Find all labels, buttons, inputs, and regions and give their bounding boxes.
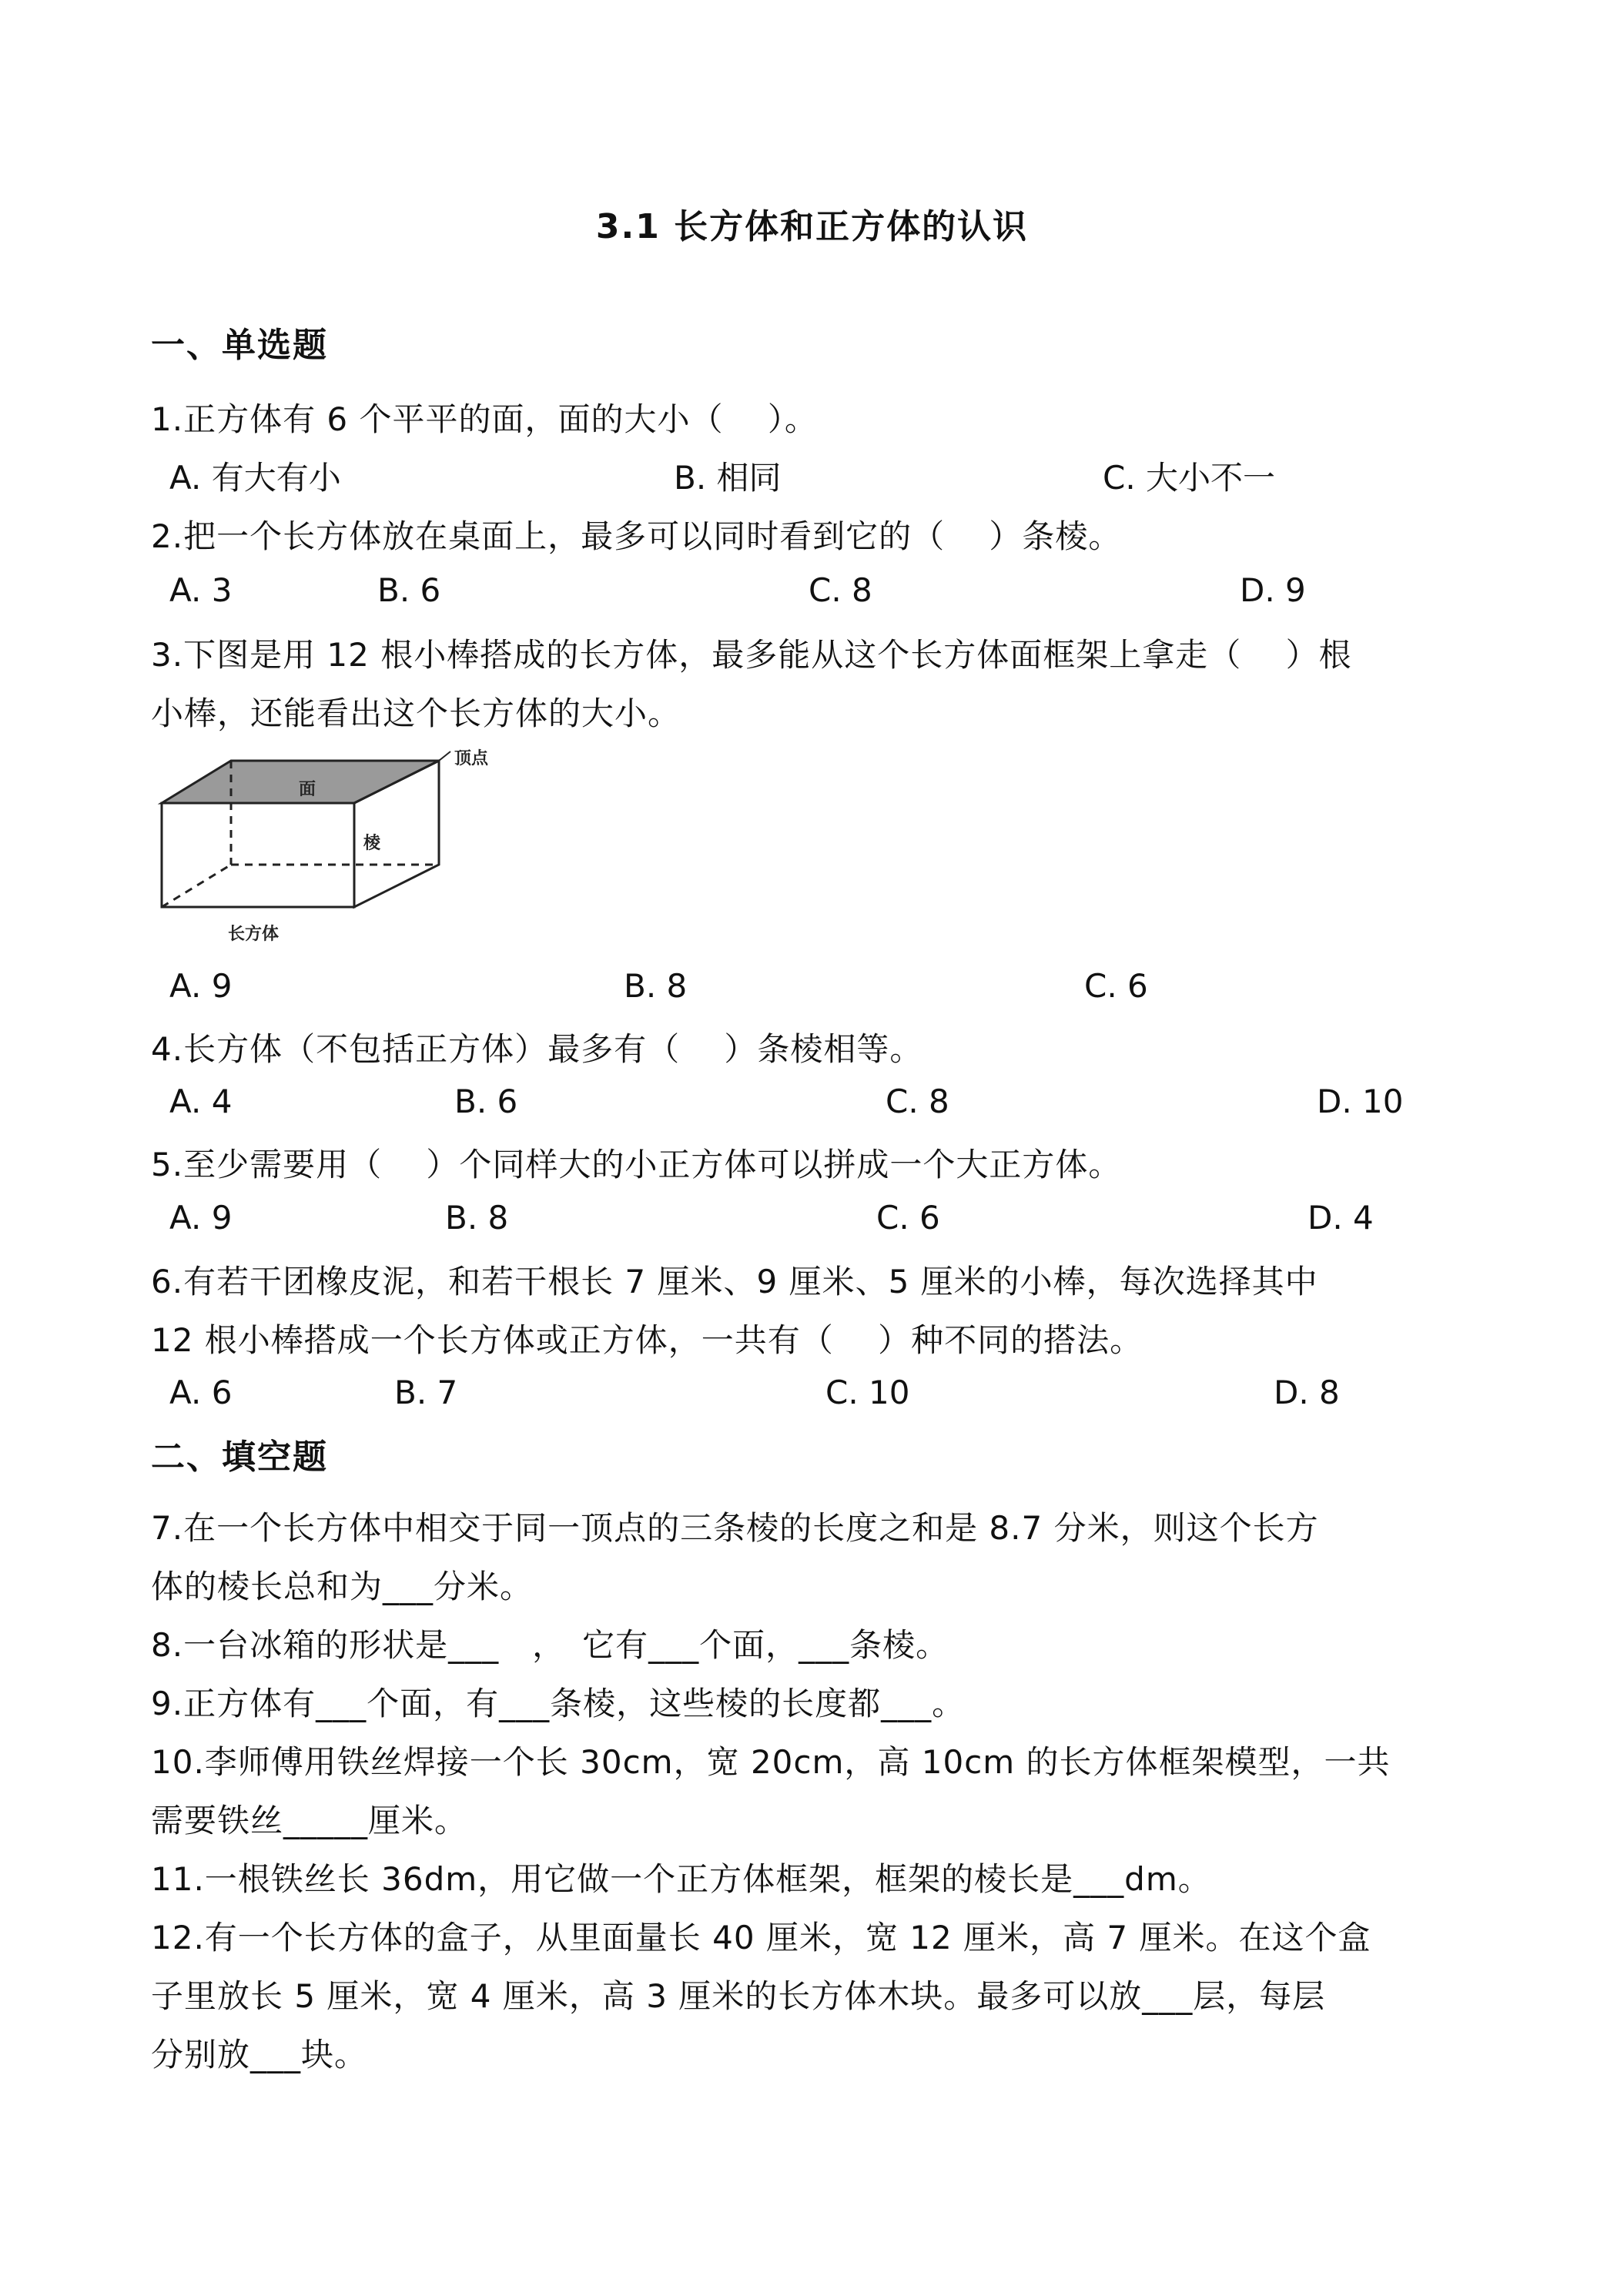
question-8-line-1: 8.一台冰箱的形状是___ ， 它有___个面，___条棱。 [151, 1626, 949, 1664]
figure-caption: 长方体 [228, 925, 280, 944]
question-12-line-2: 子里放长 5 厘米，宽 4 厘米，高 3 厘米的长方体木块。最多可以放___层，每层 [151, 1977, 1326, 2015]
question-9-line-1: 9.正方体有___个面，有___条棱，这些棱的长度都___。 [151, 1685, 966, 1722]
question-3-option-c[interactable]: C. 6 [1084, 967, 1148, 1005]
question-1-option-a[interactable]: A. 有大有小 [169, 459, 341, 497]
question-3-stem-line-1: 3.下图是用 12 根小棒搭成的长方体，最多能从这个长方体面框架上拿走（ ）根 [151, 636, 1352, 674]
question-12-line-1: 12.有一个长方体的盒子，从里面量长 40 厘米，宽 12 厘米，高 7 厘米。在这个盒 [151, 1919, 1371, 1956]
question-7-line-2: 体的棱长总和为___分米。 [151, 1568, 534, 1605]
question-5-option-d[interactable]: D. 4 [1308, 1199, 1374, 1237]
question-1-stem: 1.正方体有 6 个平平的面，面的大小（ ）。 [151, 400, 818, 438]
question-2-option-c[interactable]: C. 8 [809, 571, 872, 609]
question-10-line-1: 10.李师傅用铁丝焊接一个长 30cm，宽 20cm，高 10cm 的长方体框架模型，一共 [151, 1743, 1391, 1781]
question-2-option-a[interactable]: A. 3 [169, 571, 233, 609]
cuboid-front-face [162, 803, 354, 907]
question-6-option-b[interactable]: B. 7 [394, 1374, 458, 1411]
question-12-line-3: 分别放___块。 [151, 2036, 368, 2073]
question-6-option-c[interactable]: C. 10 [825, 1374, 910, 1411]
question-11-line-1: 11.一根铁丝长 36dm，用它做一个正方体框架，框架的棱长是___dm。 [151, 1860, 1211, 1898]
section-heading-single-choice: 一、单选题 [151, 326, 328, 365]
question-5-stem: 5.至少需要用（ ）个同样大的小正方体可以拼成一个大正方体。 [151, 1146, 1122, 1183]
cuboid-figure [154, 745, 508, 949]
question-1-option-b[interactable]: B. 相同 [674, 459, 782, 497]
question-10-line-2: 需要铁丝_____厘米。 [151, 1802, 468, 1839]
figure-label-vertex: 顶点 [454, 749, 489, 768]
question-6-stem-line-1: 6.有若干团橡皮泥，和若干根长 7 厘米、9 厘米、5 厘米的小棒，每次选择其中 [151, 1263, 1318, 1300]
question-4-option-c[interactable]: C. 8 [886, 1083, 949, 1120]
cuboid-diagram [154, 745, 508, 949]
question-4-option-a[interactable]: A. 4 [169, 1083, 233, 1120]
question-4-stem: 4.长方体（不包括正方体）最多有（ ）条棱相等。 [151, 1030, 923, 1068]
question-5-option-a[interactable]: A. 9 [169, 1199, 233, 1237]
question-3-option-b[interactable]: B. 8 [624, 967, 688, 1005]
question-6-option-d[interactable]: D. 8 [1274, 1374, 1340, 1411]
section-heading-fill-blank: 二、填空题 [151, 1438, 328, 1477]
question-5-option-c[interactable]: C. 6 [876, 1199, 940, 1237]
question-2-stem: 2.把一个长方体放在桌面上，最多可以同时看到它的（ ）条棱。 [151, 517, 1122, 555]
question-1-option-c[interactable]: C. 大小不一 [1103, 459, 1276, 497]
question-3-stem-line-2: 小棒，还能看出这个长方体的大小。 [151, 694, 681, 732]
question-2-option-b[interactable]: B. 6 [377, 571, 441, 609]
question-6-stem-line-2: 12 根小棒搭成一个长方体或正方体，一共有（ ）种不同的搭法。 [151, 1321, 1143, 1359]
question-6-option-a[interactable]: A. 6 [169, 1374, 233, 1411]
hidden-edge-depth [162, 865, 231, 907]
question-7-line-1: 7.在一个长方体中相交于同一顶点的三条棱的长度之和是 8.7 分米，则这个长方 [151, 1509, 1319, 1547]
page-title: 3.1 长方体和正方体的认识 [595, 207, 1029, 246]
question-4-option-d[interactable]: D. 10 [1317, 1083, 1404, 1120]
figure-label-face: 面 [299, 780, 316, 799]
vertex-pointer-line [439, 751, 450, 761]
question-5-option-b[interactable]: B. 8 [445, 1199, 509, 1237]
question-3-option-a[interactable]: A. 9 [169, 967, 233, 1005]
figure-label-edge: 棱 [363, 834, 381, 853]
question-2-option-d[interactable]: D. 9 [1240, 571, 1306, 609]
question-4-option-b[interactable]: B. 6 [454, 1083, 518, 1120]
